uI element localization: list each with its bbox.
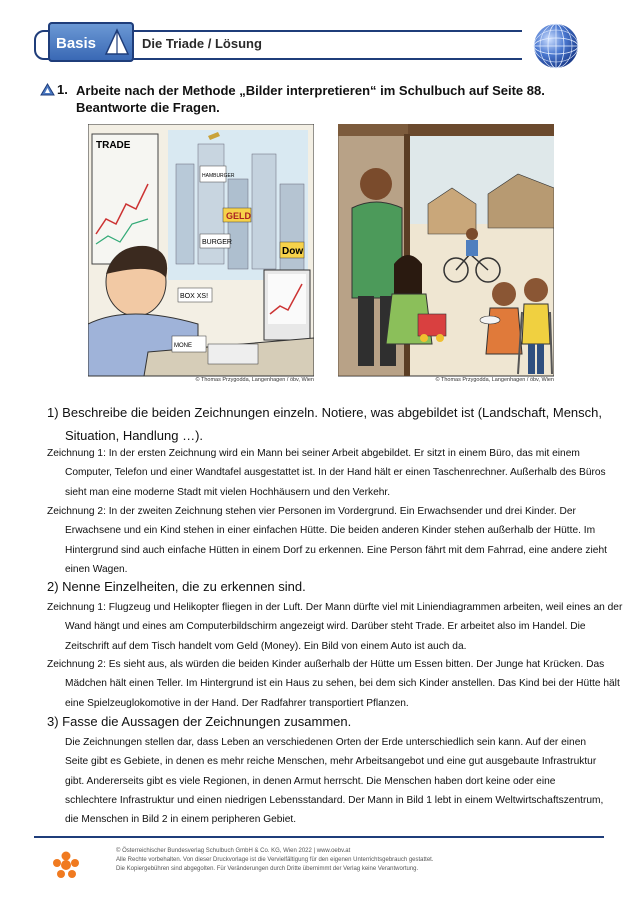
answer-1-drawing-1: Zeichnung 1: In der ersten Zeichnung wird ein Mann bei seiner Arbeit abgebildet. Er sitzt in einem Büro, das mit einem Computer, Telefon und einer Wandtafel ausgestattet ist. In der Hand hält er einen Taschenrechner. Außerhalb des Büros sieht man eine moderne Stadt mit vielen Hochhäusern und den Verkehr. <box>47 448 606 498</box>
triangle-icon <box>104 28 130 56</box>
footer-line-2: Alle Rechte vorbehalten. Von dieser Druckvorlage ist die Vervielfältigung für den eigenen Unterrichtsgebrauch gestattet. <box>116 857 434 863</box>
publisher-logo-icon <box>52 850 80 880</box>
question-1-heading: 1) Beschreibe die beiden Zeichnungen einzeln. Notiere, was abgebildet ist (Landschaft, Mensch, Situation, Handlung …). <box>47 405 603 443</box>
hamburger-sign: HAMBURGER <box>202 173 235 179</box>
globe-icon <box>532 22 580 70</box>
question-2-heading: 2) Nenne Einzelheiten, die zu erkennen sind. <box>47 579 306 594</box>
burger-sign: BURGER <box>202 239 232 246</box>
task-number: 1. <box>57 82 68 97</box>
answer-2-drawing-1: Zeichnung 1: Flugzeug und Helikopter fliegen in der Luft. Der Mann dürfte viel mit Liniendiagrammen arbeiten, weil eines an der Wand hängt und eines am Computerbildschirm angezeigt wird. Darüber steht Trade. Er arbeitet also im Handel. Die Zeitschrift auf dem Tisch handelt vom Geld (Money). Ein Bild von einem Auto ist auch da. <box>47 602 623 652</box>
answer-1-drawing-2: Zeichnung 2: In der zweiten Zeichnung stehen vier Personen im Vordergrund. Ein Erwachsender und drei Kinder. Der Erwachsene und ein Kind stehen in einer einfachen Hütte. Die beiden anderen Kinder stehen außerhalb der Hütte. Im Hintergrund sind auch einfache Hütten in einem Dorf zu erkennen. Eine Person fährt mit dem Fahrrad, eine andere zieht einen Wagen. <box>47 506 607 575</box>
answer-3-summary: Die Zeichnungen stellen dar, dass Leben an verschiedenen Orten der Erde unterschiedlich sein kann. Auf der einen Seite gibt es Gebiete, in denen es mehr reiche Menschen, mehr Arbeitsangebot und eine gut ausgebaute Infrastruktur gibt. Andererseits gibt es viele Regionen, in denen Armut herrscht. Die Menschen haben dort keine oder eine schlechtere Infrastruktur und einen niedrigen Lebensstandard. Der Mann in Bild 1 lebt in einem Weltwirtschaftszentrum, die Menschen in Bild 2 in einem peripheren Gebiet. <box>65 737 604 826</box>
dow-sign: Dow <box>282 246 304 257</box>
illustration-village <box>338 124 564 388</box>
page-title: Die Triade / Lösung <box>142 36 262 51</box>
illustration-office <box>88 124 314 388</box>
answer-2-drawing-2: Zeichnung 2: Es sieht aus, als würden die beiden Kinder außerhalb der Hütte um Essen bitten. Der Junge hat Krücken. Das Mädchen hält einen Teller. Im Hintergrund ist ein Haus zu sehen, bei dem sich Kinder anstellen. Das Kind bei der Hütte hält eine Spielzeuglokomotive in der Hand. Der Radfahrer transportiert Pflanzen. <box>47 659 620 709</box>
basis-label: Basis <box>56 35 97 52</box>
image-credit-right: © Thomas Przygodda, Langenhagen / öbv, Wien <box>435 377 554 383</box>
basis-badge <box>48 22 134 62</box>
geld-sign: GELD <box>226 211 252 221</box>
task-instruction: Arbeite nach der Methode „Bilder interpretieren“ im Schulbuch auf Seite 88. Beantworte die Fragen. <box>76 83 545 115</box>
footer-divider <box>34 836 604 838</box>
footer-line-1: © Österreichischer Bundesverlag Schulbuch GmbH & Co. KG, Wien 2022 | www.oebv.at <box>116 848 351 854</box>
page-header <box>34 22 610 68</box>
box-sign: BOX XS! <box>180 293 209 300</box>
question-3-heading: 3) Fasse die Aussagen der Zeichnungen zusammen. <box>47 714 352 729</box>
footer-copyright <box>116 847 596 874</box>
image-credit-left: © Thomas Przygodda, Langenhagen / öbv, Wien <box>195 377 314 383</box>
footer-line-3: Die Kopiergebühren sind abgegolten. Für Veränderungen durch Dritte übernimmt der Verlag keine Verantwortung. <box>116 866 419 872</box>
money-sign: MONE <box>174 343 192 349</box>
trade-sign: TRADE <box>96 140 131 151</box>
basis-triangle-icon <box>40 83 55 96</box>
